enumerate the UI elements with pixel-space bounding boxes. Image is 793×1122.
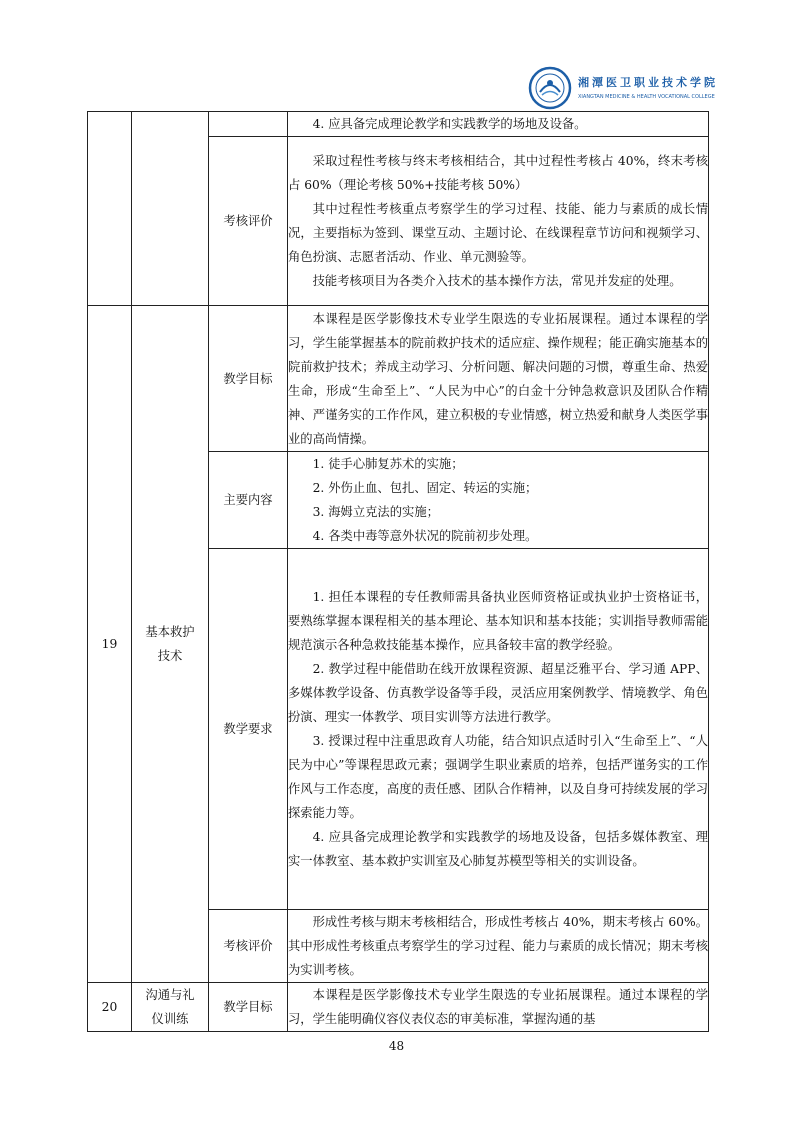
course-number: 19 <box>88 306 132 983</box>
req-label: 教学要求 <box>209 549 288 910</box>
req-cell <box>288 549 709 910</box>
req-paragraph: 4. 应具备完成理论教学和实践教学的场地及设备，包括多媒体教室、理实一体教室、基本救护实训室及心肺复苏模型等相关的实训设备。 <box>288 830 708 868</box>
goal-text: 本课程是医学影像技术专业学生限选的专业拓展课程。通过本课程的学习，学生能掌握基本的院前救护技术的适应症、操作规程；能正确实施基本的院前救护技术；养成主动学习、分析问题、解决问题的习惯，尊重生命、热爱生命，形成“生命至上”、“人民为中心”的白金十分钟急救意识及团队合作精神、严谨务实的工作作风，建立积极的专业情感，树立热爱和献身人类医学事业的高尚情操。 <box>288 311 708 446</box>
assess-paragraph: 技能考核项目为各类介入技术的基本操作方法，常见并发症的处理。 <box>312 274 682 288</box>
logo-subtitle: XIANGTAN MEDICINE & HEALTH VOCATIONAL COLLEGE <box>578 94 715 100</box>
goal-cell <box>288 306 709 452</box>
req-paragraph: 1. 担任本课程的专任教师需具备执业医师资格证或执业护士资格证书，要熟练掌握本课程相关的基本理论、基本知识和基本技能；实训指导教师需能规范演示各种急救技能基本操作，应具备较丰富的教学经验。 <box>288 590 708 652</box>
assess-cell <box>288 137 709 306</box>
assess-cell <box>288 910 709 983</box>
goal-cell <box>288 983 709 1032</box>
req-paragraph: 3. 授课过程中注重思政育人功能，结合知识点适时引入“生命至上”、“人民为中心”等课程思政元素；强调学生职业素质的培养，包括严谨务实的工作作风与工作态度，高度的责任感、团队合作精神，以及自身可持续发展的学习探索能力等。 <box>288 734 708 820</box>
page-number: 48 <box>388 1039 405 1053</box>
req-paragraph: 2. 教学过程中能借助在线开放课程资源、超星泛雅平台、学习通 APP、多媒体教学设备、仿真教学设备等手段，灵活应用案例教学、情境教学、角色扮演、理实一体教学、项目实训等方法进行教学。 <box>288 662 708 724</box>
goal-label: 教学目标 <box>209 983 288 1032</box>
assess-paragraph: 采取过程性考核与终末考核相结合，其中过程性考核占 40%，终末考核占 60%（理论考核 50%+技能考核 50%） <box>288 154 708 192</box>
course-name: 沟通与礼仪训练 <box>132 983 209 1032</box>
table-row <box>88 306 709 452</box>
course-name: 基本救护技术 <box>132 306 209 983</box>
list-item: 4. 各类中毒等意外状况的院前初步处理。 <box>312 529 538 543</box>
college-emblem-icon <box>528 66 572 110</box>
goal-label: 教学目标 <box>209 306 288 452</box>
name-cell-empty <box>132 112 209 306</box>
college-logo <box>528 66 718 110</box>
course-table <box>87 111 709 1032</box>
list-item: 3. 海姆立克法的实施； <box>312 505 439 519</box>
assess-paragraph: 其中过程性考核重点考察学生的学习过程、技能、能力与素质的成长情况，主要指标为签到、课堂互动、主题讨论、在线课程章节访问和视频学习、角色扮演、志愿者活动、作业、单元测验等。 <box>288 202 708 264</box>
content-label: 主要内容 <box>209 452 288 549</box>
sub-cell-empty <box>209 112 288 137</box>
content-cell <box>288 452 709 549</box>
assess-label: 考核评价 <box>209 910 288 983</box>
table-row <box>88 983 709 1032</box>
list-item: 1. 徒手心肺复苏术的实施； <box>312 457 464 471</box>
table-row <box>88 112 709 137</box>
course-number: 20 <box>88 983 132 1032</box>
req-cell <box>288 112 709 137</box>
assess-label: 考核评价 <box>209 137 288 306</box>
logo-name: 湘潭医卫职业技术学院 <box>578 76 718 89</box>
goal-text: 本课程是医学影像技术专业学生限选的专业拓展课程。通过本课程的学习，学生能明确仪容仪表仪态的审美标准，掌握沟通的基 <box>288 988 708 1026</box>
assess-text: 形成性考核与期末考核相结合，形成性考核占 40%，期末考核占 60%。其中形成性考核重点考察学生的学习过程、能力与素质的成长情况；期末考核为实训考核。 <box>288 915 708 977</box>
num-cell-empty <box>88 112 132 306</box>
list-item: 2. 外伤止血、包扎、固定、转运的实施； <box>312 481 538 495</box>
req-item-4: 4. 应具备完成理论教学和实践教学的场地及设备。 <box>312 117 587 131</box>
